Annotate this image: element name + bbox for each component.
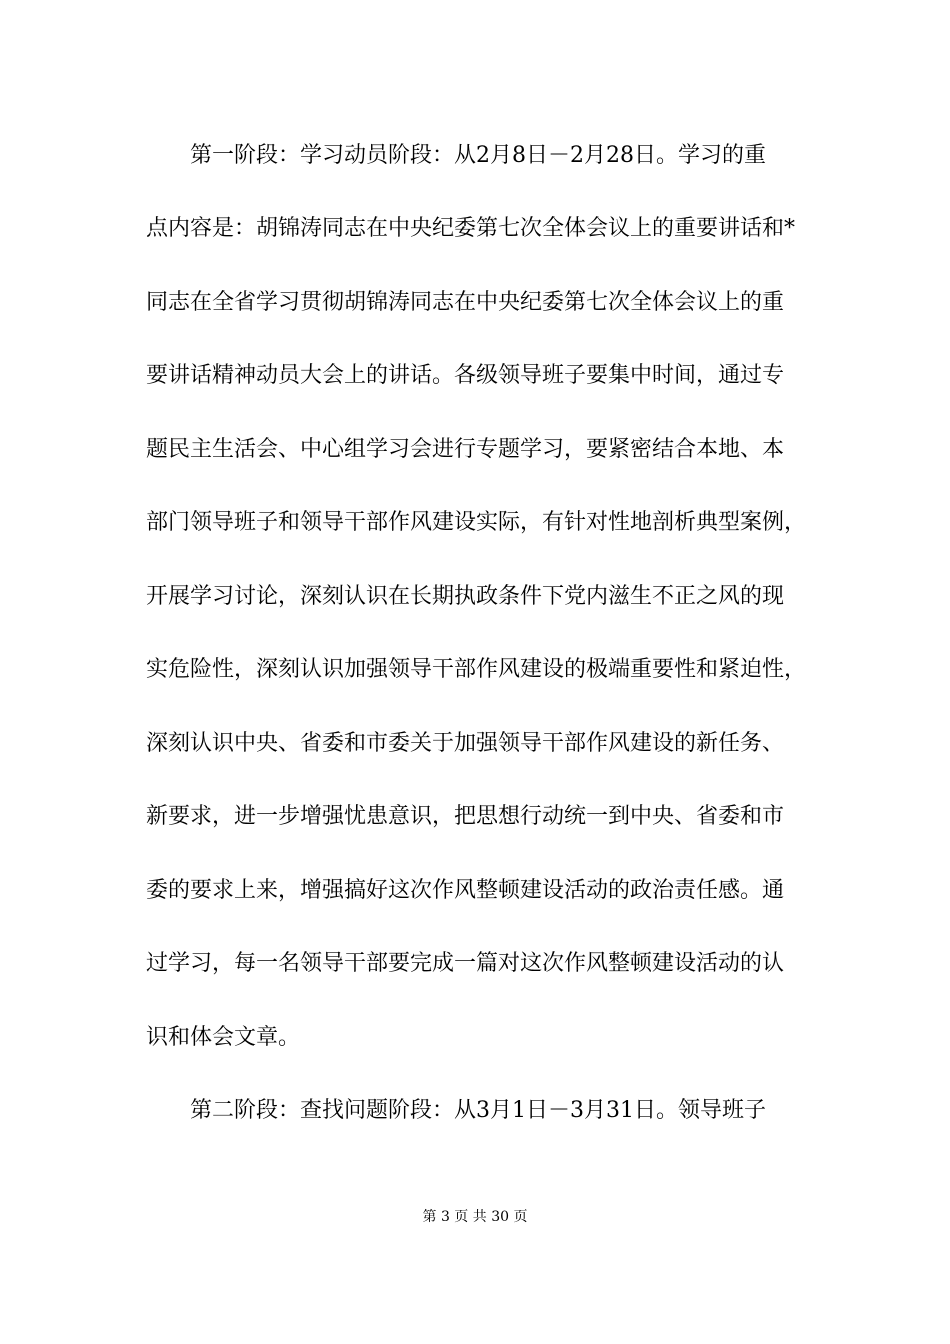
paragraph-line: 同志在全省学习贯彻胡锦涛同志在中央纪委第七次全体会议上的重: [146, 290, 785, 315]
paragraph-line: 识和体会文章。: [146, 1025, 301, 1050]
paragraph-line: 新要求，进一步增强忧患意识，把思想行动统一到中央、省委和市: [146, 804, 785, 829]
page-number-footer: 第 3 页 共 30 页: [422, 1209, 528, 1225]
paragraph-line: 部门领导班子和领导干部作风建设实际，有针对性地剖析典型案例，: [146, 510, 807, 535]
paragraph-line: 委的要求上来，增强搞好这次作风整顿建设活动的政治责任感。通: [146, 878, 785, 903]
paragraph-line: 第一阶段：学习动员阶段：从2月8日－2月28日。学习的重: [146, 143, 766, 168]
paragraph-line: 点内容是：胡锦涛同志在中央纪委第七次全体会议上的重要讲话和*: [146, 216, 796, 241]
paragraph-line: 深刻认识中央、省委和市委关于加强领导干部作风建设的新任务、: [146, 731, 785, 756]
paragraph-line: 过学习，每一名领导干部要完成一篇对这次作风整顿建设活动的认: [146, 951, 785, 976]
paragraph-line: 第二阶段：查找问题阶段：从3月1日－3月31日。领导班子: [146, 1098, 766, 1123]
paragraph-line: 开展学习讨论，深刻认识在长期执政条件下党内滋生不正之风的现: [146, 584, 785, 609]
paragraph-line: 实危险性，深刻认识加强领导干部作风建设的极端重要性和紧迫性，: [146, 657, 807, 682]
paragraph-line: 题民主生活会、中心组学习会进行专题学习，要紧密结合本地、本: [146, 437, 785, 462]
paragraph-line: 要讲话精神动员大会上的讲话。各级领导班子要集中时间，通过专: [146, 363, 785, 388]
